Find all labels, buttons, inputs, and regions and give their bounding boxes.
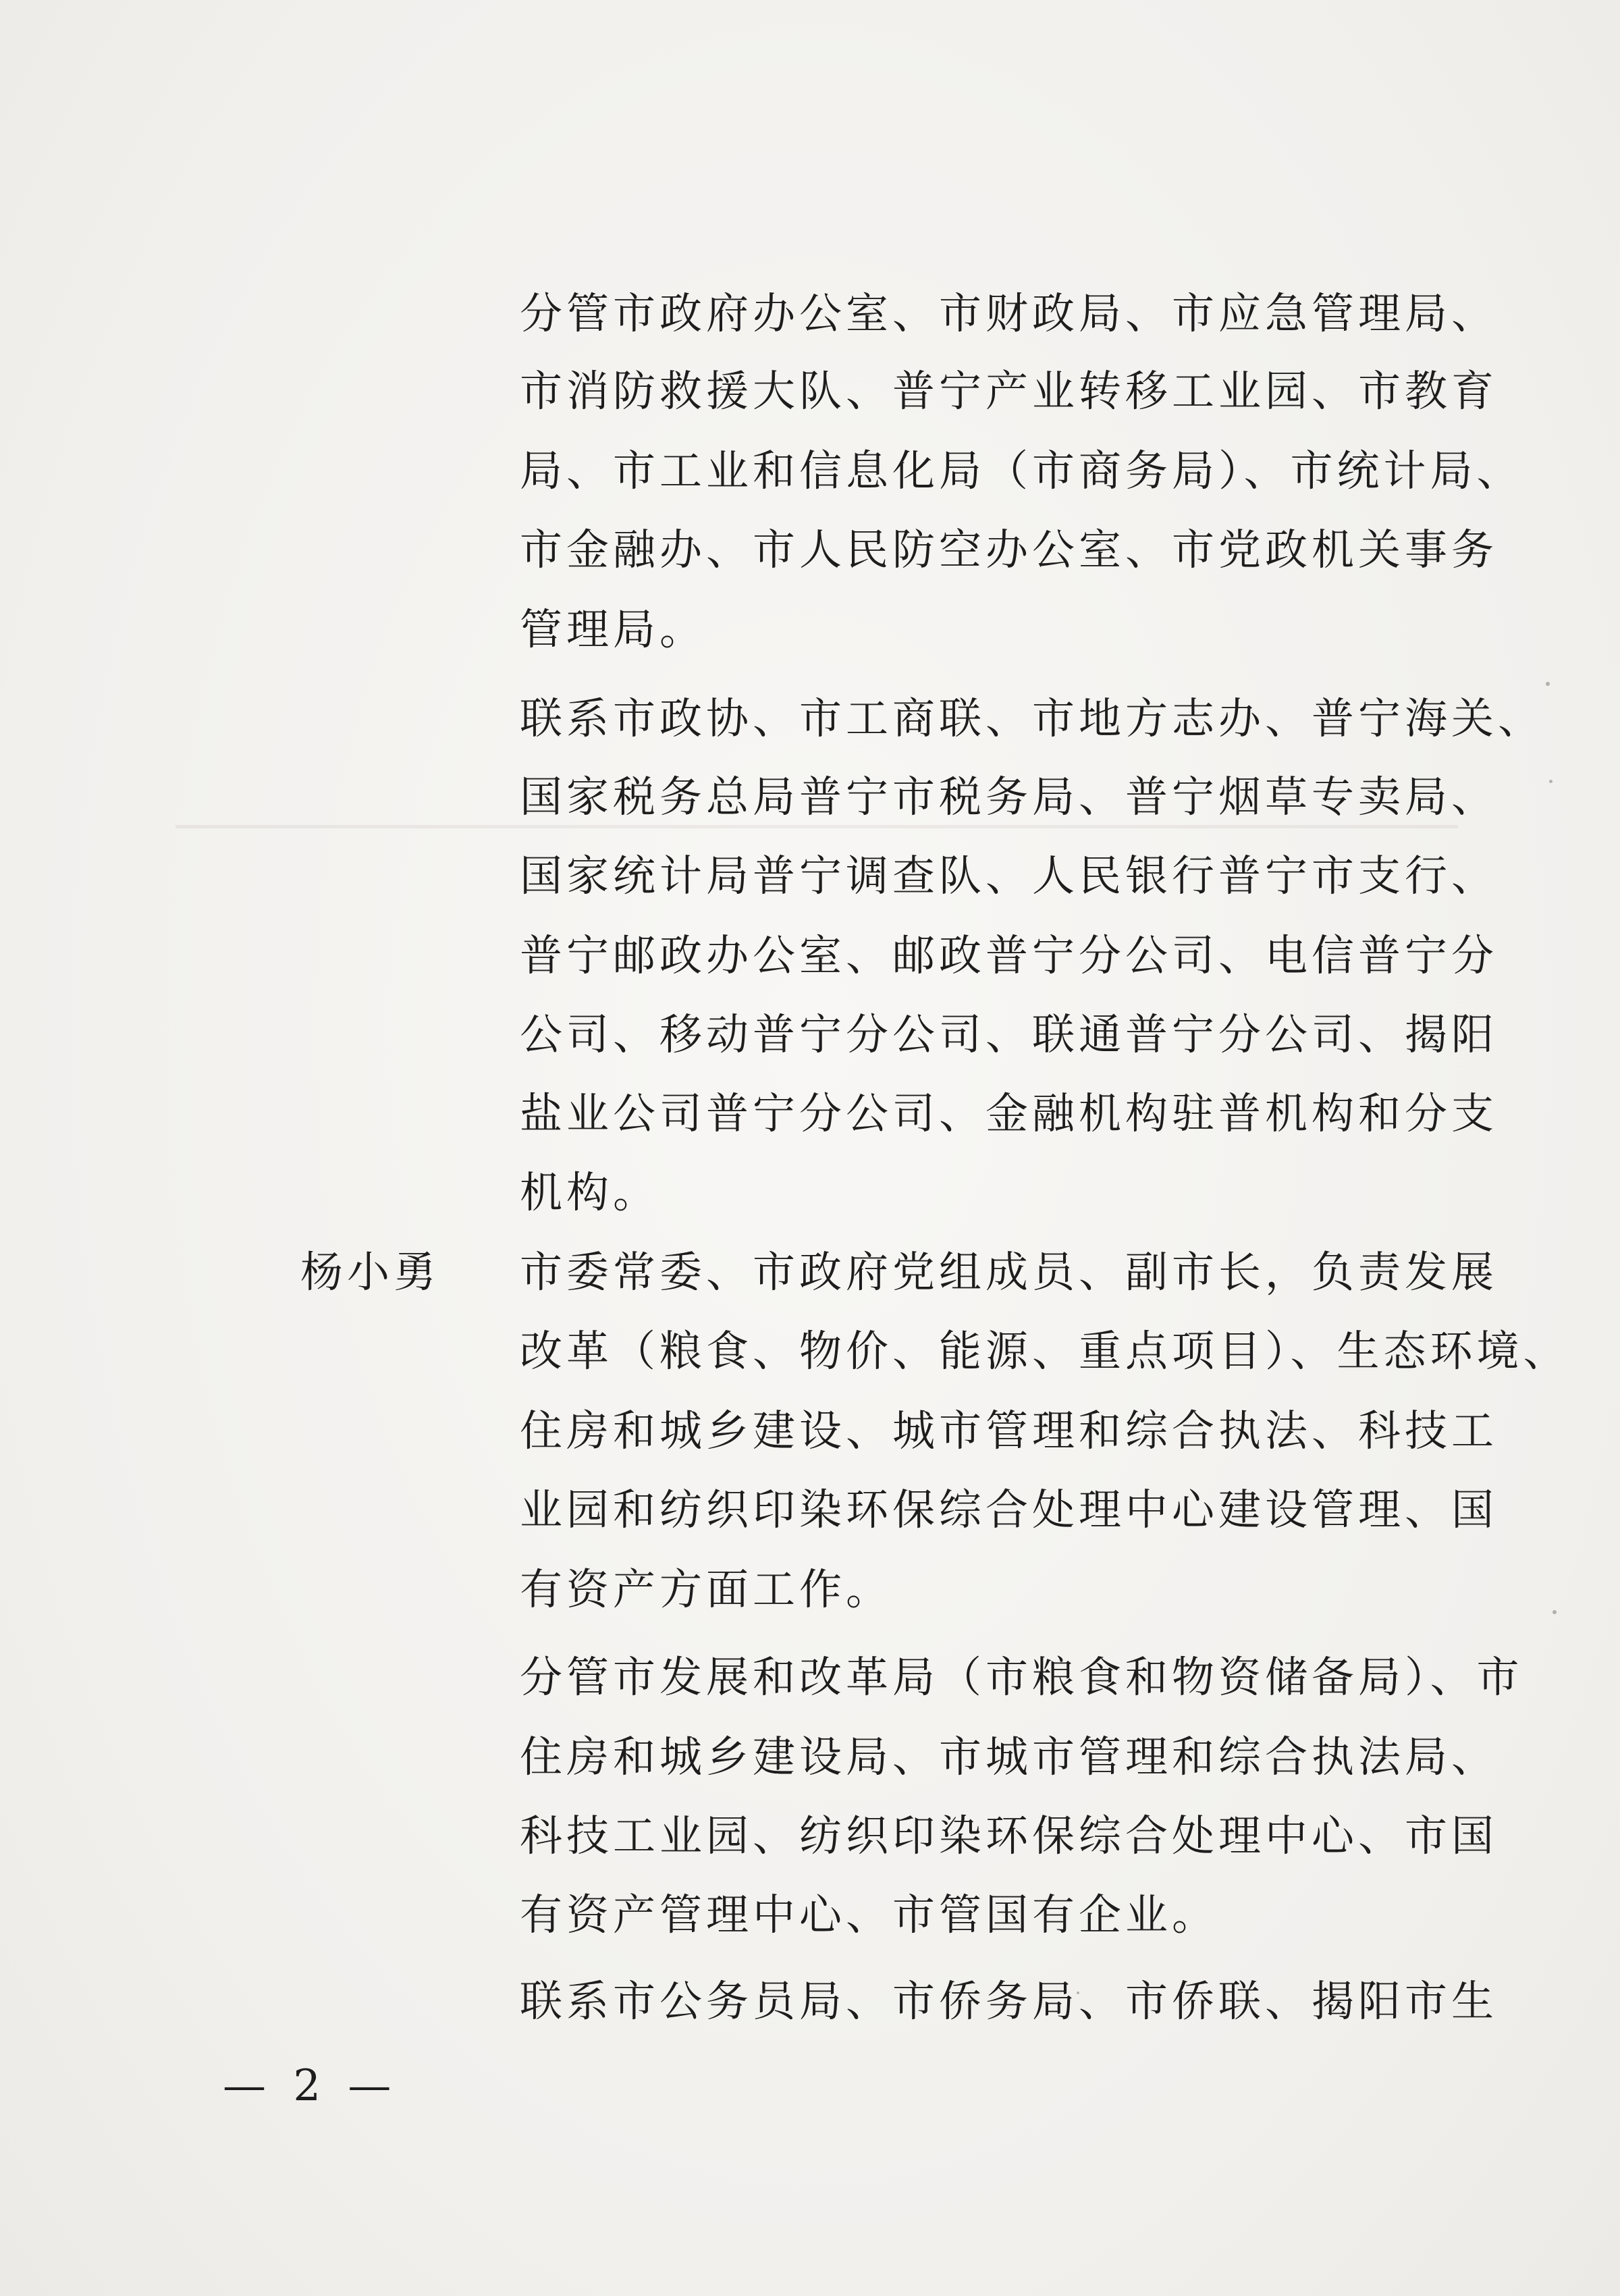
text-line: 局、市工业和信息化局（市商务局）、市统计局、 xyxy=(520,446,1523,496)
person-name: 杨小勇 xyxy=(300,1248,440,1297)
text-line: 国家统计局普宁调查队、人民银行普宁市支行、 xyxy=(520,851,1498,901)
text-line: 科技工业园、纺织印染环保综合处理中心、市国 xyxy=(520,1811,1498,1861)
text-line: 普宁邮政办公室、邮政普宁分公司、电信普宁分 xyxy=(520,931,1498,980)
bleed-through-rule xyxy=(176,825,1458,828)
text-line: 联系市公务员局、市侨务局、市侨联、揭阳市生 xyxy=(520,1977,1498,2026)
text-line: 盐业公司普宁分公司、金融机构驻普机构和分支 xyxy=(520,1089,1498,1138)
text-line: 分管市发展和改革局（市粮食和物资储备局）、市 xyxy=(520,1653,1523,1702)
text-line: 有资产方面工作。 xyxy=(520,1565,892,1614)
scan-speck xyxy=(1077,1992,1079,1994)
scan-speck xyxy=(1549,780,1552,783)
scan-speck xyxy=(1552,1610,1557,1614)
text-line: 分管市政府办公室、市财政局、市应急管理局、 xyxy=(520,289,1498,338)
text-line: 国家税务总局普宁市税务局、普宁烟草专卖局、 xyxy=(520,772,1498,822)
text-line: 住房和城乡建设局、市城市管理和综合执法局、 xyxy=(520,1732,1498,1782)
text-line: 联系市政协、市工商联、市地方志办、普宁海关、 xyxy=(520,694,1544,743)
text-line: 改革（粮食、物价、能源、重点项目）、生态环境、 xyxy=(520,1327,1570,1376)
text-line: 业园和纺织印染环保综合处理中心建设管理、国 xyxy=(520,1485,1498,1534)
scan-speck xyxy=(1546,682,1550,686)
text-line: 市消防救援大队、普宁产业转移工业园、市教育 xyxy=(520,367,1498,416)
text-line: 机构。 xyxy=(520,1168,659,1217)
text-line: 公司、移动普宁分公司、联通普宁分公司、揭阳 xyxy=(520,1010,1498,1059)
text-line: 市委常委、市政府党组成员、副市长，负责发展 xyxy=(520,1248,1498,1297)
text-line: 市金融办、市人民防空办公室、市党政机关事务 xyxy=(520,525,1498,575)
text-line: 有资产管理中心、市管国有企业。 xyxy=(520,1890,1218,1940)
page-number: — 2 — xyxy=(223,2061,398,2111)
text-line: 管理局。 xyxy=(520,605,706,654)
text-line: 住房和城乡建设、城市管理和综合执法、科技工 xyxy=(520,1406,1498,1456)
